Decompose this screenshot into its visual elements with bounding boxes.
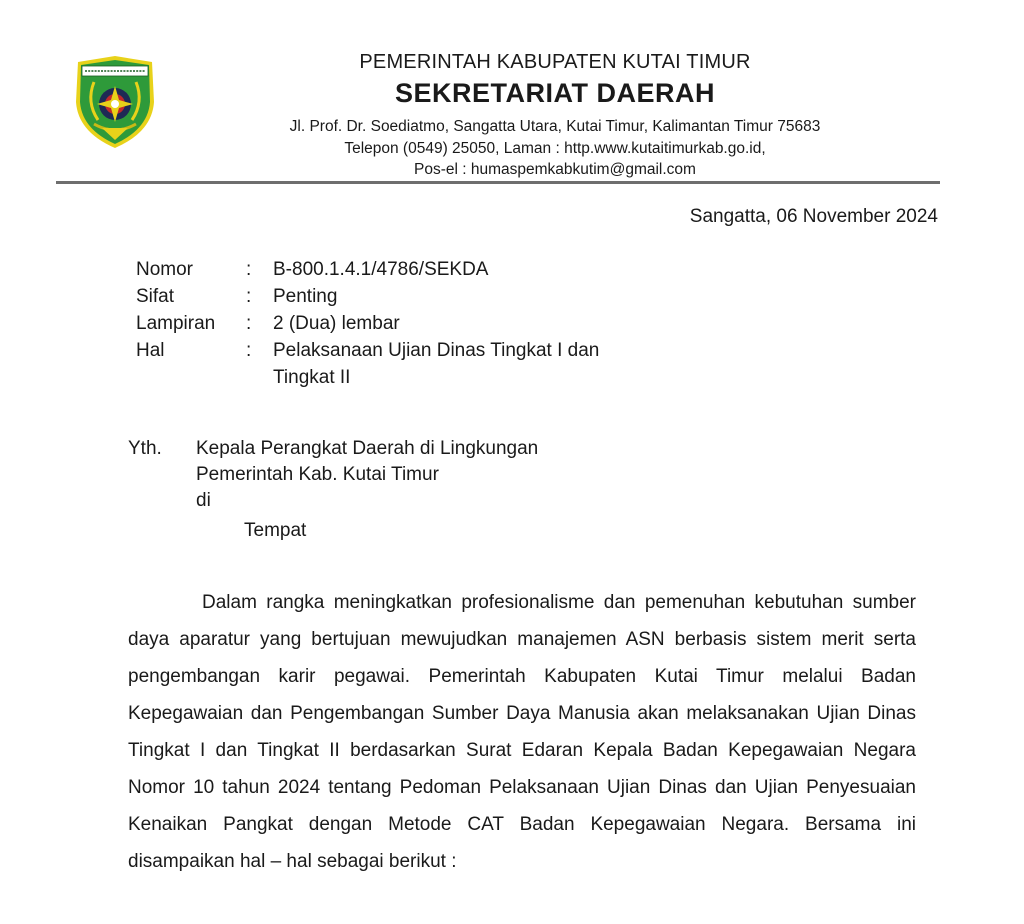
meta-label: Lampiran: [136, 313, 216, 334]
meta-row-lampiran: [136, 310, 633, 337]
office-name: SEKRETARIAT DAERAH: [394, 78, 715, 108]
meta-separator: :: [246, 259, 252, 280]
addressee-line: Kepala Perangkat Daerah di Lingkungan: [196, 438, 539, 459]
addressee-block: [128, 436, 538, 544]
addressee-row: [128, 436, 538, 462]
addressee-line: Pemerintah Kab. Kutai Timur: [196, 464, 439, 485]
meta-separator: :: [246, 286, 252, 307]
addressee-line: Tempat: [244, 520, 307, 541]
letterhead-divider: [56, 181, 940, 184]
office-address: [220, 116, 890, 181]
meta-value: Pelaksanaan Ujian Dinas Tingkat I dan Tingkat II: [273, 340, 600, 388]
regency-emblem-logo: [72, 54, 158, 150]
body-paragraph: Dalam rangka meningkatkan profesionalisme dan pemenuhan kebutuhan sumber daya aparatur yang bertujuan mewujudkan manajemen ASN berbasis sistem merit serta pengembangan karir pegawai. Pemerintah Kabupaten Kutai Timur melalui Badan Kepegawaian dan Pengembangan Sumber Daya Manusia akan melaksanakan Ujian Dinas Tingkat I dan Tingkat II berdasarkan Surat Edaran Kepala Badan Kepegawaian Negara Nomor 10 tahun 2024 tentang Pedoman Pelaksanaan Ujian Dinas dan Ujian Penyesuaian Kenaikan Pangkat dengan Metode CAT Badan Kepegawaian Negara. Bersama ini disampaikan hal – hal sebagai berikut :: [128, 592, 916, 872]
addressee-line: di: [196, 490, 211, 511]
meta-separator: :: [246, 313, 252, 334]
meta-row-nomor: [136, 256, 633, 283]
meta-label: Nomor: [136, 259, 194, 280]
meta-label: Hal: [136, 340, 165, 361]
address-line: Pos-el : humaspemkabkutim@gmail.com: [414, 161, 696, 178]
government-name: PEMERINTAH KABUPATEN KUTAI TIMUR: [359, 51, 751, 73]
letter-metadata: [136, 256, 633, 391]
meta-label: Sifat: [136, 286, 175, 307]
meta-separator: :: [246, 340, 252, 361]
addressee-prefix: Yth.: [128, 438, 162, 459]
address-line: Telepon (0549) 25050, Laman : http.www.kutaitimurkab.go.id,: [344, 139, 766, 157]
meta-row-sifat: [136, 283, 633, 310]
meta-value: B-800.1.4.1/4786/SEKDA: [273, 259, 489, 280]
meta-value: 2 (Dua) lembar: [273, 313, 400, 334]
meta-row-hal: [136, 337, 633, 391]
meta-value: Penting: [273, 286, 338, 307]
letter-date: Sangatta, 06 November 2024: [689, 206, 938, 227]
address-line: Jl. Prof. Dr. Soediatmo, Sangatta Utara, Kutai Timur, Kalimantan Timur 75683: [289, 118, 821, 135]
